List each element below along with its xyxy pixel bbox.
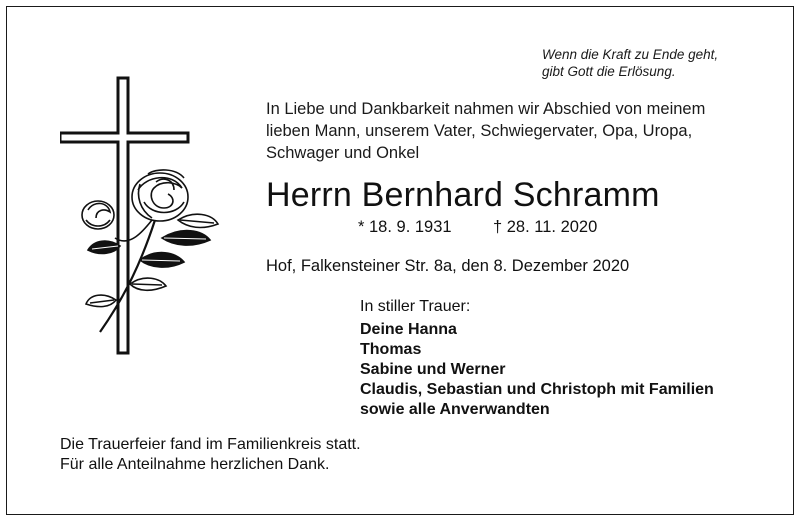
intro-line: In Liebe und Dankbarkeit nahmen wir Abschied von meinem <box>266 100 706 118</box>
quote-line: gibt Gott die Erlösung. <box>542 64 676 79</box>
mourner-entry: Claudis, Sebastian und Christoph mit Familien <box>360 381 714 398</box>
footer-line: Für alle Anteilnahme herzlichen Dank. <box>60 456 330 473</box>
birth-date: * 18. 9. 1931 <box>358 218 452 236</box>
intro-line: Schwager und Onkel <box>266 144 420 162</box>
mourner-entry: sowie alle Anverwandten <box>360 401 550 418</box>
mourners-list <box>360 320 714 420</box>
death-date: † 28. 11. 2020 <box>493 218 598 236</box>
footer-note <box>60 435 361 475</box>
mourner-entry: Sabine und Werner <box>360 361 506 378</box>
epitaph-quote <box>542 46 718 80</box>
place-date: Hof, Falkensteiner Str. 8a, den 8. Dezember 2020 <box>266 257 630 275</box>
deceased-name: Herrn Bernhard Schramm <box>266 176 660 214</box>
mourner-entry: Deine Hanna <box>360 321 457 338</box>
quote-line: Wenn die Kraft zu Ende geht, <box>542 47 719 62</box>
intro-line: lieben Mann, unserem Vater, Schwiegervater, Opa, Uropa, <box>266 122 693 140</box>
footer-line: Die Trauerfeier fand im Familienkreis statt. <box>60 436 361 453</box>
mourning-heading: In stiller Trauer: <box>360 298 471 315</box>
mourner-entry: Thomas <box>360 341 422 358</box>
cross-with-rose-icon <box>60 70 260 360</box>
intro-text <box>266 98 705 164</box>
